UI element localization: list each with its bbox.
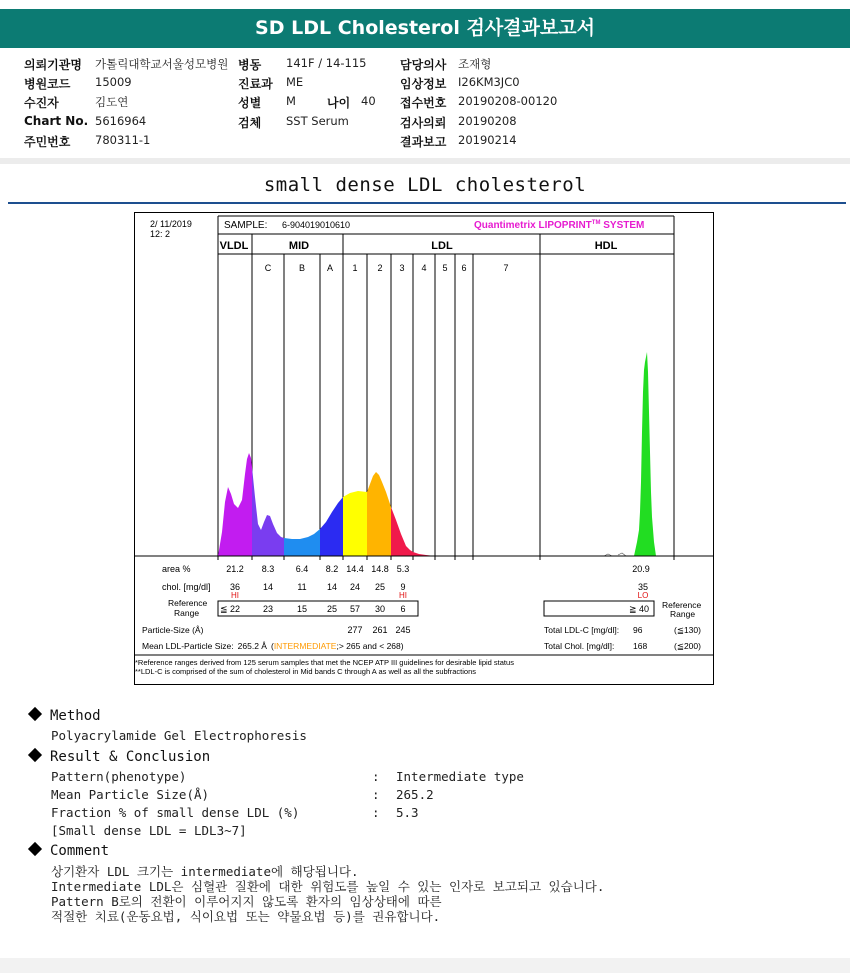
area-mid-a: 8.2 [325,564,339,574]
section-title: small dense LDL cholesterol [263,174,587,196]
area-hdl: 20.9 [632,564,650,574]
info-label-chart-no: Chart No. [24,114,89,128]
info-label-clinical-info: 임상정보 [400,77,447,91]
result-heading-text: Result & Conclusion [50,749,211,765]
info-value-institution: 가톨릭대학교서울성모병원 [95,57,229,71]
info-value-receipt-no: 20190208-00120 [458,94,558,108]
ref-row-label-2: Range [174,608,200,618]
total-ldl-range: (≦130) [674,625,701,635]
chol-ldl1: 24 [349,582,361,592]
sub-band-ldl2: 2 [377,263,383,273]
info-value-resident-no: 780311-1 [95,133,151,147]
result-value-pattern: Intermediate type [396,769,524,784]
info-value-ward: 141F / 14-115 [286,56,367,70]
lipoprint-report [134,212,714,685]
sub-band-ldl1: 1 [352,263,358,273]
time-text: 12: 2 [150,229,171,239]
mean-open-paren: ( [270,641,274,651]
ref-ldl2: 30 [374,604,386,614]
area-ldl3-7: 5.3 [396,564,410,574]
system-suffix: SYSTEM [600,220,645,231]
ref-mid-c: 23 [262,604,274,614]
ref-vldl: ≦ 22 [219,604,241,614]
method-heading-text: Method [50,708,101,724]
info-value-doctor: 조재형 [458,57,492,71]
info-label-sex: 성별 [238,96,262,110]
diamond-bullet-icon [28,748,42,762]
info-value-chart-no: 5616964 [95,114,147,128]
area-row-label: area % [162,564,191,574]
sample-id: 6-904019010610 [282,220,351,230]
diamond-bullet-icon [28,707,42,721]
method-heading [30,708,101,724]
ldl1-area [343,491,367,556]
total-ldl-label: Total LDL-C [mg/dl]: [544,625,620,635]
lipoprint-chart [134,212,714,685]
result-colon-fraction: : [372,805,380,820]
info-label-receipt-no: 접수번호 [400,96,447,110]
chol-hdl: 35 [637,582,649,592]
sub-band-ldl5: 5 [442,263,448,273]
particle-values [347,625,410,635]
info-label-institution: 의뢰기관명 [24,58,82,72]
info-label-resident-no: 주민번호 [24,135,71,149]
system-name [474,220,644,231]
band-mid-label: MID [288,240,310,252]
particle-ldl2: 261 [372,625,388,635]
result-label-fraction: Fraction % of small dense LDL (%) [51,805,300,820]
info-label-requested: 검사의뢰 [400,116,447,130]
top-strip [0,0,850,9]
system-tm: TM [591,220,601,226]
chol-row-label: chol. [mg/dl] [162,582,211,592]
band-vldl-label: VLDL [219,240,249,252]
footnote-2: **LDL-C is comprised of the sum of cholesterol in Mid bands C through A as well as all the subfractions [135,667,477,676]
section-divider [0,158,850,164]
flag-hi-vldl: HI [231,591,239,600]
info-value-sex: M [286,94,296,108]
sample-label: SAMPLE: [224,220,268,231]
chol-mid-a: 14 [326,582,338,592]
chol-mid-b: 11 [297,582,307,592]
band-hdl-label: HDL [594,240,618,252]
result-label-pattern: Pattern(phenotype) [51,769,187,784]
info-label-hospital-code: 병원코드 [24,77,71,91]
ref-ldl3-7: 6 [400,604,406,614]
result-value-size: 265.2 [396,787,434,802]
comment-line-3: Pattern B로의 전환이 이루어지지 않도록 환자의 임상상태에 따른 [51,894,442,909]
info-value-hospital-code: 15009 [95,75,132,89]
info-label-doctor: 담당의사 [400,58,447,72]
info-label-department: 진료과 [238,77,273,91]
info-label-specimen: 검체 [238,116,262,130]
info-label-age: 나이 [327,96,351,110]
info-value-clinical-info: I26KM3JC0 [458,75,520,89]
area-mid-b: 6.4 [295,564,309,574]
particle-size-label: Particle-Size (Å) [142,625,204,635]
sub-band-b: B [298,263,306,273]
ref-hdl: ≧ 40 [628,604,650,614]
ref-ldl1: 57 [349,604,361,614]
footnote-1: *Reference ranges derived from 125 serum samples that met the NCEP ATP III guidelines for desirable lipid status [135,658,514,667]
result-heading [30,749,210,765]
chol-vldl: 36 [229,582,241,592]
method-text: Polyacrylamide Gel Electrophoresis [51,728,307,743]
diamond-bullet-icon [28,842,42,856]
info-value-reported: 20190214 [458,133,517,147]
date-text: 2/ 11/2019 [150,219,192,229]
ref-mid-b: 15 [296,604,308,614]
comment-line-2: Intermediate LDL은 심혈관 질환에 대한 위험도를 높일 수 있는 인자로 보고되고 있습니다. [51,879,605,894]
sub-band-ldl6: 6 [461,263,467,273]
system-prefix: Quantimetrix LIPOPRINT [474,220,592,231]
info-value-requested: 20190208 [458,114,517,128]
title-underline [8,202,846,204]
total-chol-value: 168 [633,641,648,651]
sub-band-ldl4: 4 [421,263,427,273]
ref-row-label-1: Reference [168,598,208,608]
area-mid-c: 8.3 [261,564,275,574]
info-value-specimen: SST Serum [286,114,349,128]
patient-info [0,52,850,154]
result-colon-size: : [372,787,380,802]
chol-ldl3-7: 9 [400,582,406,592]
sub-band-a: A [326,263,334,273]
ref-row-label-right-1: Reference [662,600,702,610]
mean-size-text [142,641,404,651]
particle-ldl1: 277 [347,625,363,635]
comment-heading-text: Comment [50,843,110,859]
info-value-patient: 김도연 [95,95,129,109]
mean-range: ;> 265 and < 268) [336,641,404,651]
sub-band-ldl3: 3 [399,263,405,273]
info-label-reported: 결과보고 [400,135,447,149]
result-label-size: Mean Particle Size(Å) [51,787,210,802]
total-chol-label: Total Chol. [mg/dl]: [544,641,615,651]
info-label-patient: 수진자 [24,96,59,110]
result-value-fraction: 5.3 [396,805,419,820]
chol-mid-c: 14 [262,582,274,592]
ref-mid-a: 25 [326,604,338,614]
flag-lo-hdl: LO [637,591,649,600]
info-label-ward: 병동 [238,58,262,72]
ref-row-label-right-2: Range [670,609,696,619]
chol-ldl2: 25 [374,582,386,592]
comment-heading [30,843,109,859]
comment-line-1: 상기환자 LDL 크기는 intermediate에 해당됩니다. [51,864,359,879]
mean-class: INTERMEDIATE [273,641,337,651]
mean-size-value: 265.2 Å [237,641,267,651]
flag-hi-ldl3: HI [399,591,407,600]
particle-ldl3: 245 [395,625,411,635]
sub-band-ldl7: 7 [503,263,509,273]
area-ldl1: 14.4 [346,564,364,574]
result-note: [Small dense LDL = LDL3~7] [51,823,247,838]
result-colon-pattern: : [372,769,380,784]
total-ldl-value: 96 [633,625,643,635]
band-ldl-label: LDL [431,240,453,252]
info-value-department: ME [286,75,304,89]
area-ldl2: 14.8 [371,564,389,574]
area-vldl: 21.2 [226,564,244,574]
total-chol-range: (≦200) [674,641,701,651]
sub-band-c: C [264,263,272,273]
comment-line-4: 적절한 치료(운동요법, 식이요법 또는 약물요법 등)를 권유합니다. [51,909,441,924]
page-title: SD LDL Cholesterol 검사결과보고서 [0,9,850,48]
mean-size-label: Mean LDL-Particle Size: [142,641,234,651]
info-value-age: 40 [361,94,376,108]
